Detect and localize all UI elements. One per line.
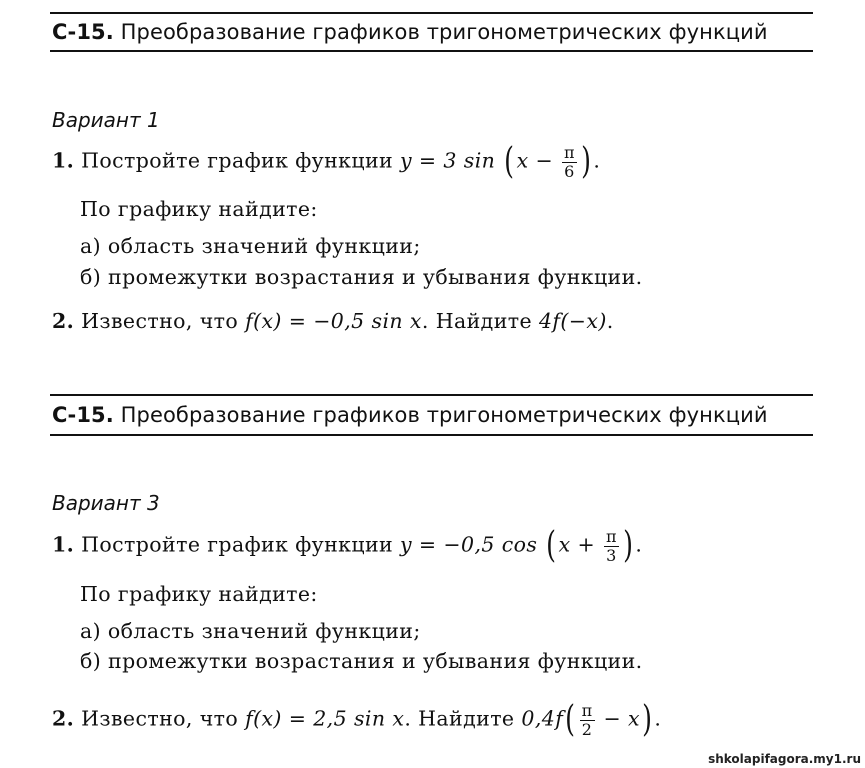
task-text: . Найдите [404,706,522,731]
task-number: 2. [52,309,75,333]
section-code: С-15. [52,20,114,44]
section-header [52,20,812,44]
task-2 [52,700,661,740]
fraction-numerator: π [564,142,575,162]
section-code: С-15. [52,403,114,427]
section-title: Преобразование графиков тригонометрических функций [120,403,768,427]
find-instruction: По графику найдите: [80,582,318,606]
fraction-denominator: 6 [564,161,575,181]
right-paren: ) [581,141,592,182]
right-paren: ) [623,525,634,566]
fraction-denominator: 3 [606,545,617,565]
section-title: Преобразование графиков тригонометрических функций [120,20,768,44]
find-instruction: По графику найдите: [80,197,318,221]
left-paren: ( [565,699,576,740]
task-text: Известно, что [81,706,246,731]
watermark: shkolapifagora.my1.ru [708,752,861,766]
formula: f(x) = −0,5 sin x [245,309,422,333]
fraction-denominator: 2 [581,719,593,739]
item-a: а) область значений функции; [80,619,421,643]
task-number: 1. [52,148,75,173]
top-rule [50,394,813,396]
task-tail: . [635,532,643,557]
task-text: Известно, что [81,309,246,333]
item-a: а) область значений функции; [80,234,421,258]
fraction [604,528,619,565]
formula: y = 3 sin [400,148,496,173]
right-paren: ) [642,699,653,740]
target-expression: 4f(−x) [538,309,607,333]
task-text: Постройте график функции [81,148,401,173]
target-expression: 0,4f [521,706,564,731]
formula: f(x) = 2,5 sin x [245,706,405,731]
fraction [562,144,577,181]
variant-label: Вариант 1 [52,108,160,132]
section-header [52,403,812,427]
fraction-numerator: π [606,526,617,546]
header-underline [50,434,813,436]
left-paren: ( [546,525,557,566]
item-b: б) промежутки возрастания и убывания функции. [80,265,643,289]
header-underline [50,50,813,52]
task-1 [52,142,600,182]
task-text: Постройте график функции [81,532,401,557]
variant-label: Вариант 3 [52,491,160,515]
task-tail: . [593,148,601,173]
task-1 [52,526,642,566]
fraction [580,702,595,739]
item-b: б) промежутки возрастания и убывания функции. [80,649,643,673]
task-number: 1. [52,532,75,557]
top-rule [50,12,813,14]
fraction-numerator: π [581,700,593,720]
left-paren: ( [504,141,515,182]
task-text: . Найдите [421,309,539,333]
task-number: 2. [52,706,75,731]
formula: y = −0,5 cos [400,532,538,557]
formula-inner: − x [596,706,640,731]
task-tail: . [606,309,614,333]
formula-inner: x − [516,148,561,173]
formula-inner: x + [558,532,603,557]
task-2 [52,309,614,333]
task-tail: . [654,706,662,731]
